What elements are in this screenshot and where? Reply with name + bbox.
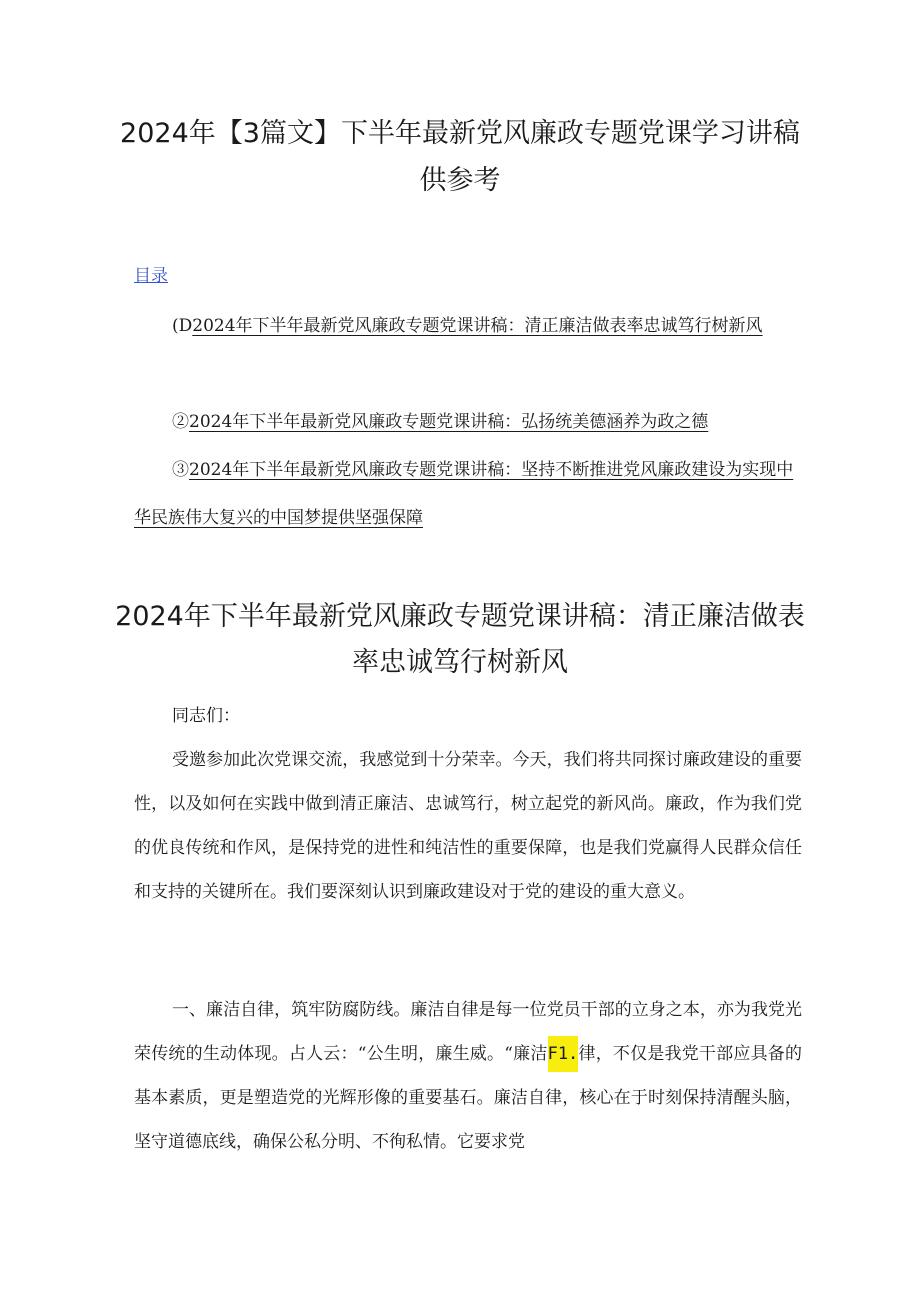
toc-entry-3[interactable] bbox=[134, 446, 794, 542]
highlighted-text: F1. bbox=[548, 1036, 579, 1072]
greeting: 同志们： bbox=[172, 706, 240, 726]
body-paragraph-1: 受邀参加此次党课交流，我感觉到十分荣幸。今天，我们将共同探讨廉政建设的重要性，以及如何在实践中做到清正廉洁、忠诚笃行，树立起党的新风尚。廉政，作为我们党的优良传统和作风，是保持党的进性和纯洁性的重要保障，也是我们党赢得人民群众信任和支持的关键所在。我们要深刻认识到廉政建设对于党的建设的重大意义。 bbox=[134, 750, 802, 902]
body-paragraph-2-text-b: 律，不仅是我党干部应具备的基本素质，更是塑造党的光辉形像的重要基石。廉洁自律，核心在于时刻保持清醒头脑，坚守道德底线，确保公私分明、不徇私情。它要求党 bbox=[134, 1044, 802, 1152]
body-paragraph-2 bbox=[134, 988, 802, 1164]
toc-entry-3-marker: ③ bbox=[172, 460, 189, 480]
toc-entry-2[interactable] bbox=[134, 398, 794, 446]
toc-heading-link[interactable]: 目录 bbox=[134, 266, 168, 286]
body-paragraph-2-text-a: 一、廉洁自律，筑牢防腐防线。廉洁自律是每一位党员干部的立身之本，亦为我党光荣传统的生动体现。占人云：“公生明，廉生威。“廉洁 bbox=[134, 1000, 802, 1064]
toc-entry-1-marker: (D bbox=[172, 316, 193, 336]
document-title: 2024年【3篇文】下半年最新党风廉政专题党课学习讲稿供参考 bbox=[120, 118, 800, 196]
toc-entry-2-link[interactable]: 2024年下半年最新党风廉政专题党课讲稿：弘扬统美德涵养为政之德 bbox=[189, 412, 709, 432]
toc-entry-3-link[interactable]: 2024年下半年最新党风廉政专题党课讲稿：坚持不断推进党风廉政建设为实现中华民族伟大复兴的中国梦提供坚强保障 bbox=[134, 460, 794, 528]
toc-entry-1[interactable] bbox=[134, 302, 794, 350]
toc-entry-2-marker: ② bbox=[172, 412, 189, 432]
toc-entry-1-link[interactable]: 2024年下半年最新党风廉政专题党课讲稿：清正廉洁做表率忠诚笃行树新风 bbox=[192, 316, 763, 336]
section-title: 2024年下半年最新党风廉政专题党课讲稿：清正廉洁做表率忠诚笃行树新风 bbox=[115, 601, 805, 678]
